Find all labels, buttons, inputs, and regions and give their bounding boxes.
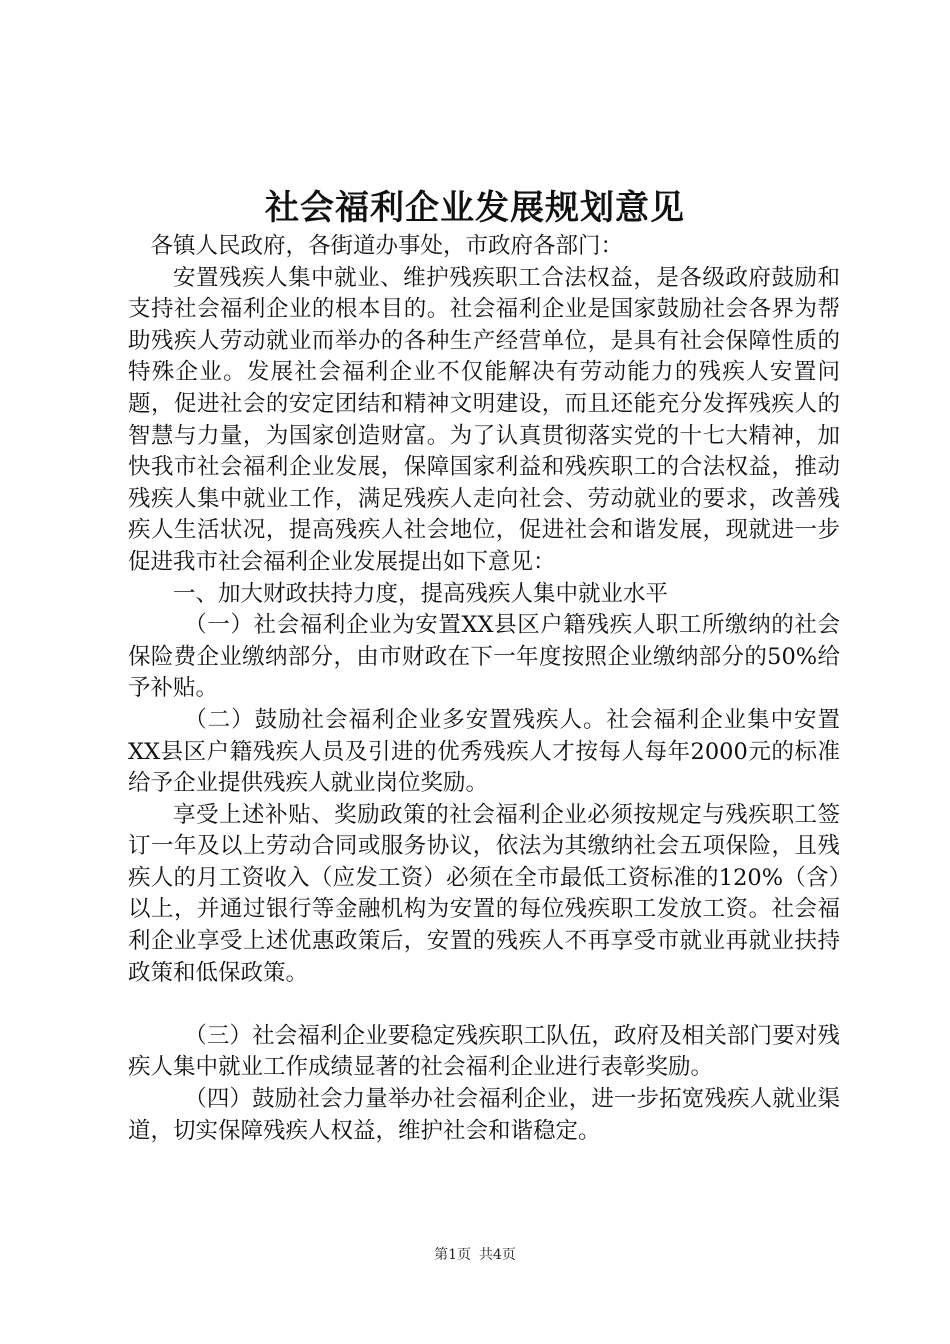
item-paragraph-3: （三）社会福利企业要稳定残疾职工队伍，政府及相关部门要对残疾人集中就业工作成绩显著的社会福利企业进行表彰奖励。 [128,1022,840,1081]
item-paragraph-4: （四）鼓励社会力量举办社会福利企业，进一步拓宽残疾人就业渠道，切实保障残疾人权益，维护社会和谐稳定。 [128,1086,840,1144]
intro-paragraph: 安置残疾人集中就业、维护残疾职工合法权益，是各级政府鼓励和支持社会福利企业的根本目的。社会福利企业是国家鼓励社会各界为帮助残疾人劳动就业而举办的各种生产经营单位，是具有社会保障性质的特殊企业。发展社会福利企业不仅能解决有劳动能力的残疾人安置问题，促进社会的安定团结和精神文明建设，而且还能充分发挥残疾人的智慧与力量，为国家创造财富。为了认真贯彻落实党的十七大精神，加快我市社会福利企业发展，保障国家利益和残疾职工的合法权益，推动残疾人集中就业工作，满足残疾人走向社会、劳动就业的要求，改善残疾人生活状况，提高残疾人社会地位，促进社会和谐发展，现就进一步促进我市社会福利企业发展提出如下意见： [128,264,840,575]
item-paragraph-2: （二）鼓励社会福利企业多安置残疾人。社会福利企业集中安置XX县区户籍残疾人员及引进的优秀残疾人才按每人每年2000元的标准给予企业提供残疾人就业岗位奖励。 [128,706,840,797]
greeting-line: 各镇人民政府，各街道办事处，市政府各部门： [150,233,624,259]
document-body [128,231,840,1147]
page-number: 第1页 [434,1247,471,1263]
section-heading-1: 一、加大财政扶持力度，提高残疾人集中就业水平 [173,580,669,607]
paragraph-spacer [128,989,840,1021]
policy-conditions-paragraph: 享受上述补贴、奖励政策的社会福利企业必须按规定与残疾职工签订一年及以上劳动合同或服务协议，依法为其缴纳社会五项保险，且残疾人的月工资收入（应发工资）必须在全市最低工资标准的120%（含）以上，并通过银行等金融机构为安置的每位残疾职工发放工资。社会福利企业享受上述优惠政策后，安置的残疾人不再享受市就业再就业扶持政策和低保政策。 [128,801,840,986]
total-pages: 共4页 [479,1247,516,1263]
item-paragraph-1: （一）社会福利企业为安置XX县区户籍残疾人职工所缴纳的社会保险费企业缴纳部分，由市财政在下一年度按照企业缴纳部分的50%给予补贴。 [128,612,840,702]
document-title: 社会福利企业发展规划意见 [265,188,685,228]
page-footer [0,1245,950,1265]
